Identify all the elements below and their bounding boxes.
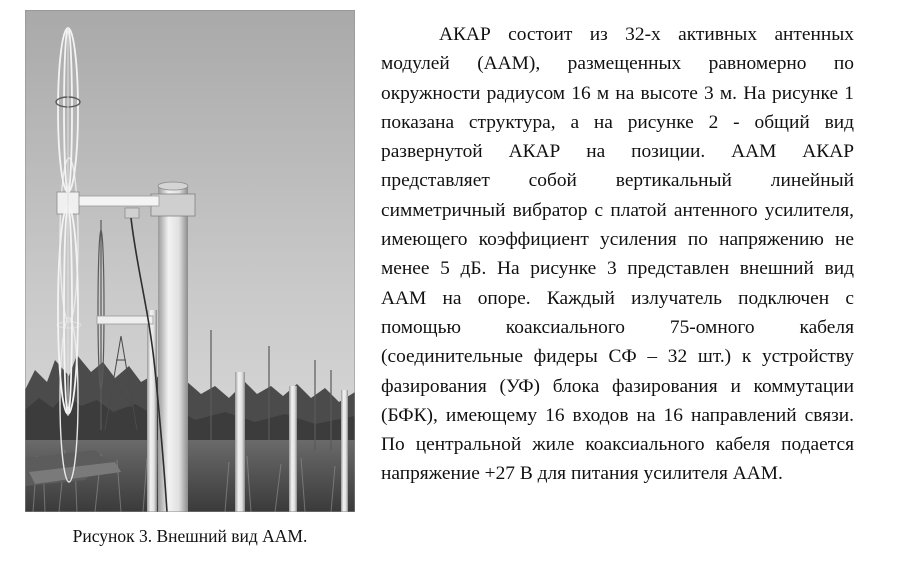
antenna-module-photo (25, 10, 355, 512)
figure-caption: Рисунок 3. Внешний вид ААМ. (72, 526, 308, 546)
body-paragraph: АКАР состоит из 32-х активных антенных модулей (ААМ), размещенных равномерно по окружности радиусом 16 м на высоте 3 м. На рисунке 1 показана структура, а на рисунке 2 - общий вид развернутой АКАР на позиции. ААМ АКАР представляет собой вертикальный линейный симметричный вибратор с платой антенного усилителя, имеющего коэффициент усиления по напряжению не менее 5 дБ. На рисунке 3 представлен внешний вид ААМ на опоре. Каждый излучатель подключен с помощью коаксиального 75-омного кабеля (соединительные фидеры СФ – 32 шт.) к устройству фазирования (УФ) блока фазирования и коммутации (БФК), имеющему 16 входов на 16 направлений связи. По центральной жиле коаксиального кабеля подается напряжение +27 В для питания усилителя ААМ. (381, 24, 854, 485)
